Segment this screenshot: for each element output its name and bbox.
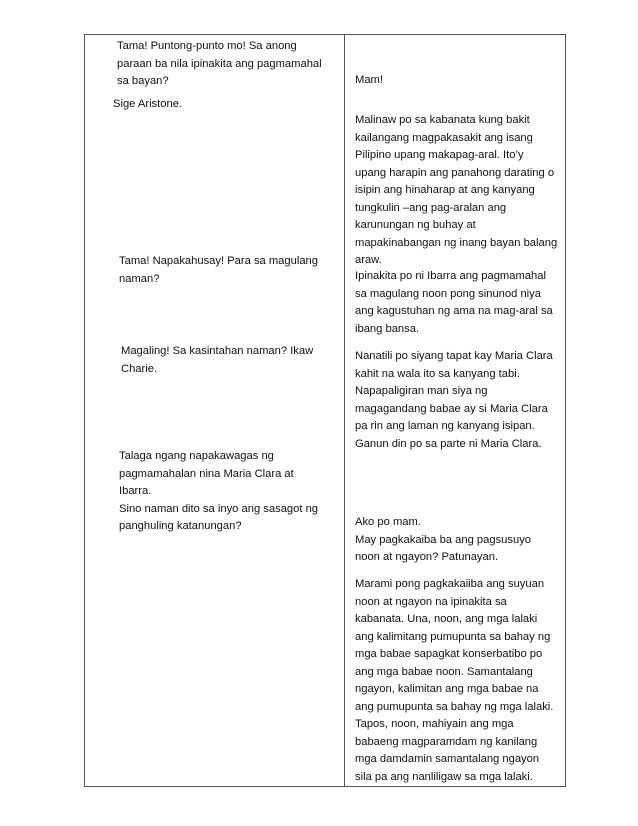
teacher-prompt-aristone: Sige Aristone.: [113, 98, 183, 110]
student-answer-3: Nanatili po siyang tapat kay Maria Clara kahit na wala ito sa kanyang tabi. Napapaligiran man siya ng magagandang babae ay si Maria Clara pa rin ang laman ng kanyang isipan. Ganun din po sa parte ni Maria Clara.: [355, 350, 553, 450]
teacher-question-3: Magaling! Sa kasintahan naman? Ikaw Charie.: [121, 345, 314, 375]
student-answer-mam: Mam!: [355, 74, 383, 86]
student-question-5: Ako po mam. May pagkakaiba ba ang pagsusuyo noon at ngayon? Patunayan.: [355, 516, 532, 563]
teacher-question-2: Tama! Napakahusay! Para sa magulang naman?: [119, 255, 319, 285]
teacher-question-4: Talaga ngang napakawagas ng pagmamahalan nina Maria Clara at Ibarra. Sino naman dito sa inyo ang sasagot ng panghuling katanungan?: [119, 450, 319, 532]
student-answer-1: Malinaw po sa kabanata kung bakit kailangang magpakasakit ang isang Pilipino upang makapag-aral. Ito’y upang harapin ang panahong darating o isipin ang hinaharap at ang kanyang tungkulin –ang pag-aralan ang karunungan ng buhay at mapakinabangan ng inang bayan balang araw.: [355, 114, 558, 266]
teacher-question-1: Tama! Puntong-punto mo! Sa anong paraan ba nila ipinakita ang pagmamahal sa bayan?: [117, 40, 322, 87]
student-answer-5: Marami pong pagkakaiiba ang suyuan noon at ngayon na ipinakita sa kabanata. Una, noon, ang mga lalaki ang kalimitang pumupunta sa bahay ng mga babae sapagkat konserbatibo po ang mga babae noon. Samantalang ngayon, kalimitan ang mga babae na ang pumupunta sa bahay ng mga lalaki. Tapos, noon, mahiyain ang mga babaeng magparamdam ng kanilang mga damdamin samantalang ngayon sila pa ang nanliligaw sa mga lalaki.: [355, 578, 554, 783]
student-answer-2: Ipinakita po ni Ibarra ang pagmamahal sa magulang noon pong sinunod niya ang kagustuhan ng ama na mag-aral sa ibang bansa.: [355, 270, 553, 335]
column-divider: [344, 34, 345, 787]
